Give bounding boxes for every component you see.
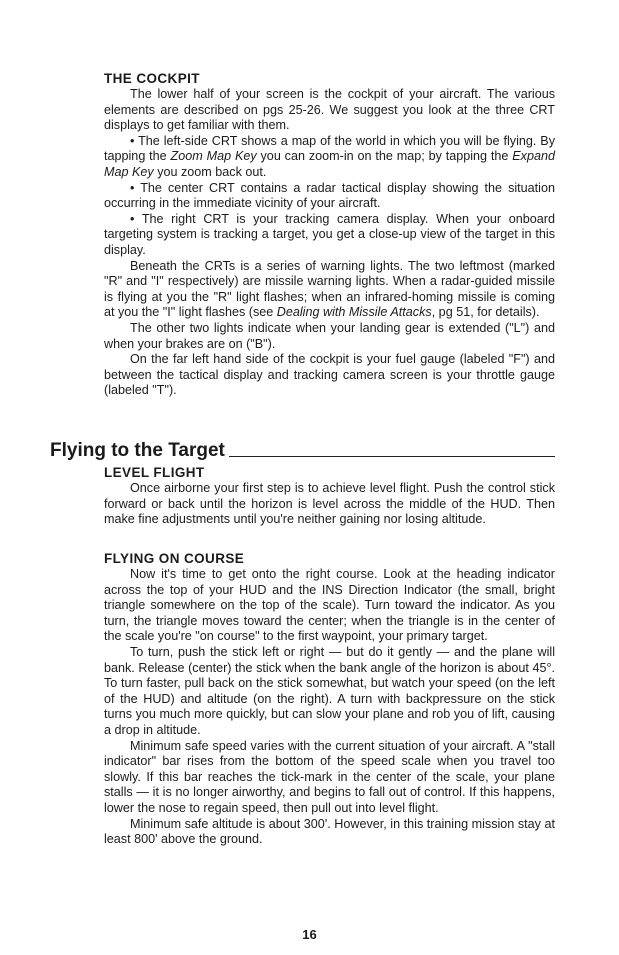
gear-brakes-paragraph: The other two lights indicate when your landing gear is extended ("L") and when your brakes are on ("B"). bbox=[104, 320, 555, 351]
zoom-map-key: Zoom Map Key bbox=[170, 149, 257, 164]
cockpit-heading: THE COCKPIT bbox=[104, 71, 200, 86]
level-flight-heading: LEVEL FLIGHT bbox=[104, 465, 205, 480]
expand-map-key: Expand Map Key bbox=[104, 149, 555, 179]
on-course-paragraph-2: To turn, push the stick left or right — but do it gently — and the plane will bank. Release (center) the stick when the bank angle of the horizon is about 45°. To turn faster, pull back on the stick somewhat, but watch your speed (on the left of the HUD) and altitude (on the right). A turn with backpressure on the stick turns you much more quickly, but can slow your plane and rob you of lift, causing a drop in altitude. bbox=[104, 644, 555, 737]
on-course-section bbox=[104, 550, 555, 848]
missile-attacks-ref: Dealing with Missile Attacks bbox=[276, 305, 432, 320]
left-crt-text-1: • The left-side CRT shows a map of the world in which you will be flying. By tapping the bbox=[104, 133, 555, 164]
section-heading-row bbox=[50, 438, 555, 462]
cockpit-section bbox=[104, 70, 555, 399]
right-crt-bullet: • The right CRT is your tracking camera display. When your onboard targeting system is tracking a target, you get a close-up view of the target in this display. bbox=[104, 211, 555, 257]
center-crt-bullet: • The center CRT contains a radar tactical display showing the situation occurring in the immediate vicinity of your aircraft. bbox=[104, 180, 555, 211]
warning-lights-text-2: , pg 51, for details). bbox=[431, 305, 540, 320]
on-course-paragraph-4: Minimum safe altitude is about 300'. However, in this training mission stay at least 800' above the ground. bbox=[104, 816, 555, 847]
warning-lights-text-1: Beneath the CRTs is a series of warning lights. The two leftmost (marked "R" and "I" respectively) are missile warning lights. When a radar-guided missile is flying at you the "R" light flashes; when an infrared-homing missile is coming at you the "I" light flashes (see bbox=[104, 258, 555, 320]
level-flight-paragraph: Once airborne your first step is to achieve level flight. Push the control stick forward or back until the horizon is level across the middle of the HUD. Then make fine adjustments until you're neither gaining nor losing altitude. bbox=[104, 481, 555, 527]
section-rule bbox=[229, 456, 555, 457]
on-course-heading: FLYING ON COURSE bbox=[104, 551, 245, 566]
on-course-paragraph-1: Now it's time to get onto the right course. Look at the heading indicator across the top of your HUD and the INS Direction Indicator (the small, bright triangle somewhere on the top of the scale). Turn toward the indicator. As you turn, the triangle moves toward the center; when the triangle is in the center of the scale you're "on course" to the first waypoint, your primary target. bbox=[104, 567, 555, 644]
section-title: Flying to the Target bbox=[50, 440, 225, 461]
cockpit-intro: The lower half of your screen is the cockpit of your aircraft. The various elements are described on pgs 25-26. We suggest you look at the three CRT displays to get familiar with them. bbox=[104, 87, 555, 133]
on-course-paragraph-3: Minimum safe speed varies with the current situation of your aircraft. A "stall indicator" bar rises from the bottom of the speed scale when you travel too slowly. If this bar reaches the tick-mark in the center of the scale, your plane stalls — it is no longer airworthy, and begins to fall out of control. If this happens, lower the nose to regain speed, then pull out into level flight. bbox=[104, 738, 555, 815]
left-crt-bullet bbox=[104, 134, 555, 181]
warning-lights-paragraph bbox=[104, 259, 555, 321]
left-crt-text-2: you can zoom-in on the map; by tapping the bbox=[256, 149, 513, 164]
page-number: 16 bbox=[302, 927, 317, 942]
gauges-paragraph: On the far left hand side of the cockpit is your fuel gauge (labeled "F") and between the tactical display and tracking camera screen is your throttle gauge (labeled "T"). bbox=[104, 352, 555, 398]
left-crt-text-3: you zoom back out. bbox=[153, 164, 267, 179]
level-flight-section bbox=[104, 464, 555, 528]
